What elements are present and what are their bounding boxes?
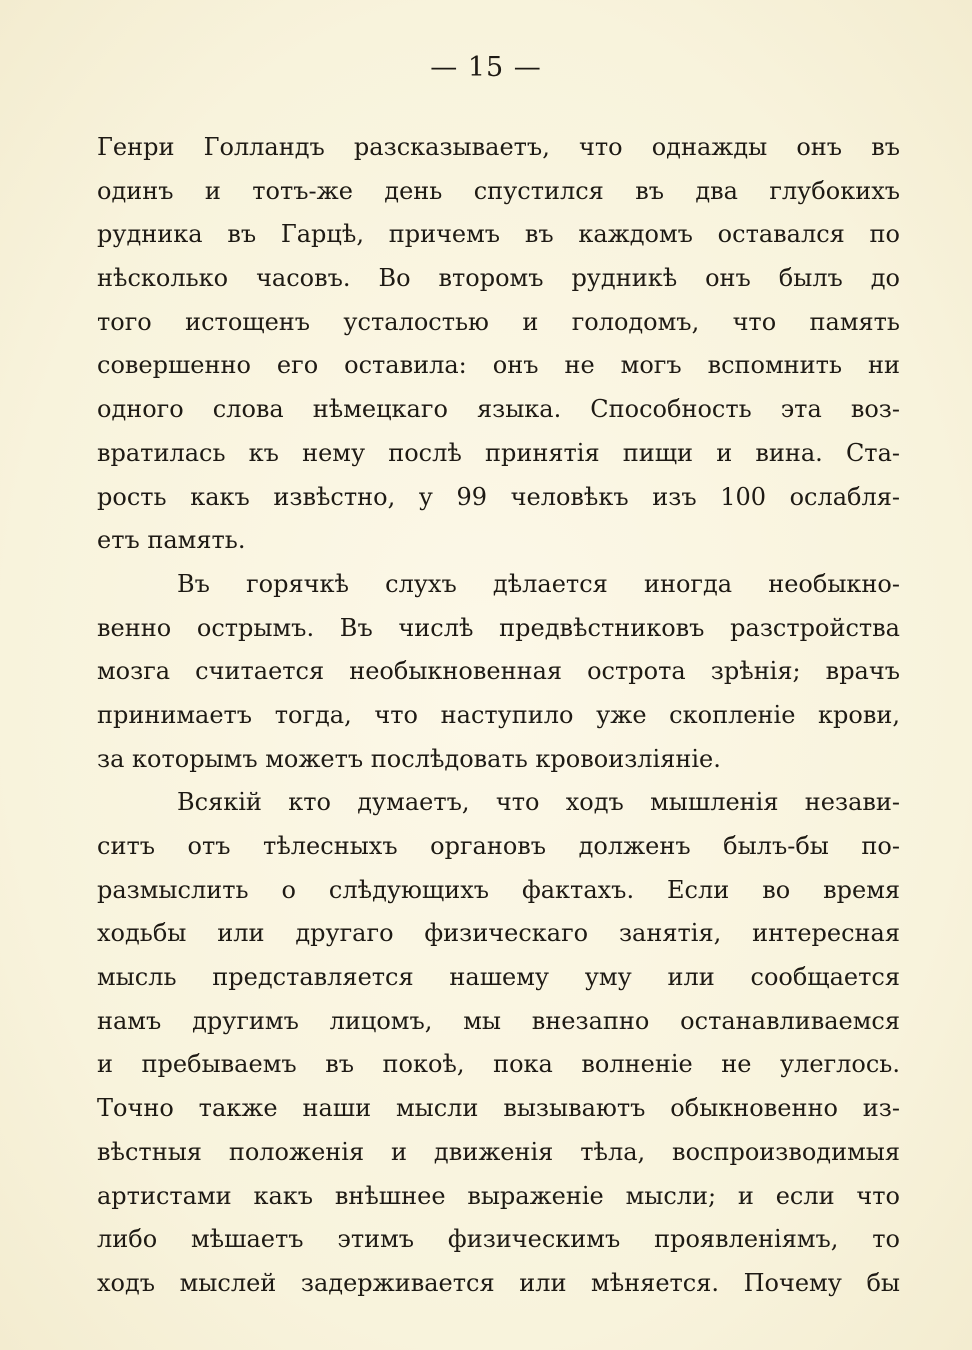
text-line: за которымъ можетъ послѣдовать кровоизліяніе. (97, 744, 721, 773)
text-line: мысль представляется нашему уму или сообщается (97, 963, 900, 992)
text-line: вѣстныя положенія и движенія тѣла, воспроизводимыя (97, 1137, 900, 1166)
text-line: рудника въ Гарцѣ, причемъ въ каждомъ оставался по (97, 220, 900, 249)
text-line: рость какъ извѣстно, у 99 человѣкъ изъ 100 ослабля- (97, 482, 900, 511)
text-line: вратилась къ нему послѣ принятія пищи и вина. Ста- (97, 438, 900, 467)
text-line: принимаетъ тогда, что наступило уже скопленіе крови, (97, 700, 900, 729)
body-text (97, 126, 900, 1306)
text-line: етъ память. (97, 526, 246, 555)
text-line: венно острымъ. Въ числѣ предвѣстниковъ разстройства (97, 613, 900, 642)
text-line: одного слова нѣмецкаго языка. Способность эта воз- (97, 395, 900, 424)
text-line: намъ другимъ лицомъ, мы внезапно останавливаемся (97, 1006, 900, 1035)
text-line: ходъ мыслей задерживается или мѣняется. Почему бы (97, 1268, 900, 1297)
text-line: либо мѣшаетъ этимъ физическимъ проявленіямъ, то (97, 1225, 900, 1254)
text-line: одинъ и тотъ-же день спустился въ два глубокихъ (97, 176, 900, 205)
paragraph-start-line: Всякій кто думаетъ, что ходъ мышленія незави- (177, 788, 900, 817)
text-line: артистами какъ внѣшнее выраженіе мысли; и если что (97, 1181, 900, 1210)
text-line: ситъ отъ тѣлесныхъ органовъ долженъ былъ-бы по- (97, 832, 900, 860)
text-line: совершенно его оставила: онъ не могъ вспомнить ни (97, 351, 900, 380)
paragraph-start-line: Въ горячкѣ слухъ дѣлается иногда необыкно- (177, 569, 900, 598)
text-line: Генри Голландъ разсказываетъ, что однажды онъ въ (97, 133, 900, 161)
text-line: мозга считается необыкновенная острота зрѣнія; врачъ (97, 657, 900, 686)
text-line: размыслить о слѣдующихъ фактахъ. Если во время (97, 875, 900, 904)
page-number-header: — 15 — (430, 52, 542, 83)
text-line: Точно также наши мысли вызываютъ обыкновенно из- (97, 1094, 900, 1123)
text-line: и пребываемъ въ покоѣ, пока волненіе не улеглось. (97, 1050, 900, 1079)
text-line: того истощенъ усталостью и голодомъ, что память (97, 307, 900, 336)
text-line: нѣсколько часовъ. Во второмъ рудникѣ онъ былъ до (97, 264, 900, 293)
text-line: ходьбы или другаго физическаго занятія, интересная (97, 919, 900, 948)
